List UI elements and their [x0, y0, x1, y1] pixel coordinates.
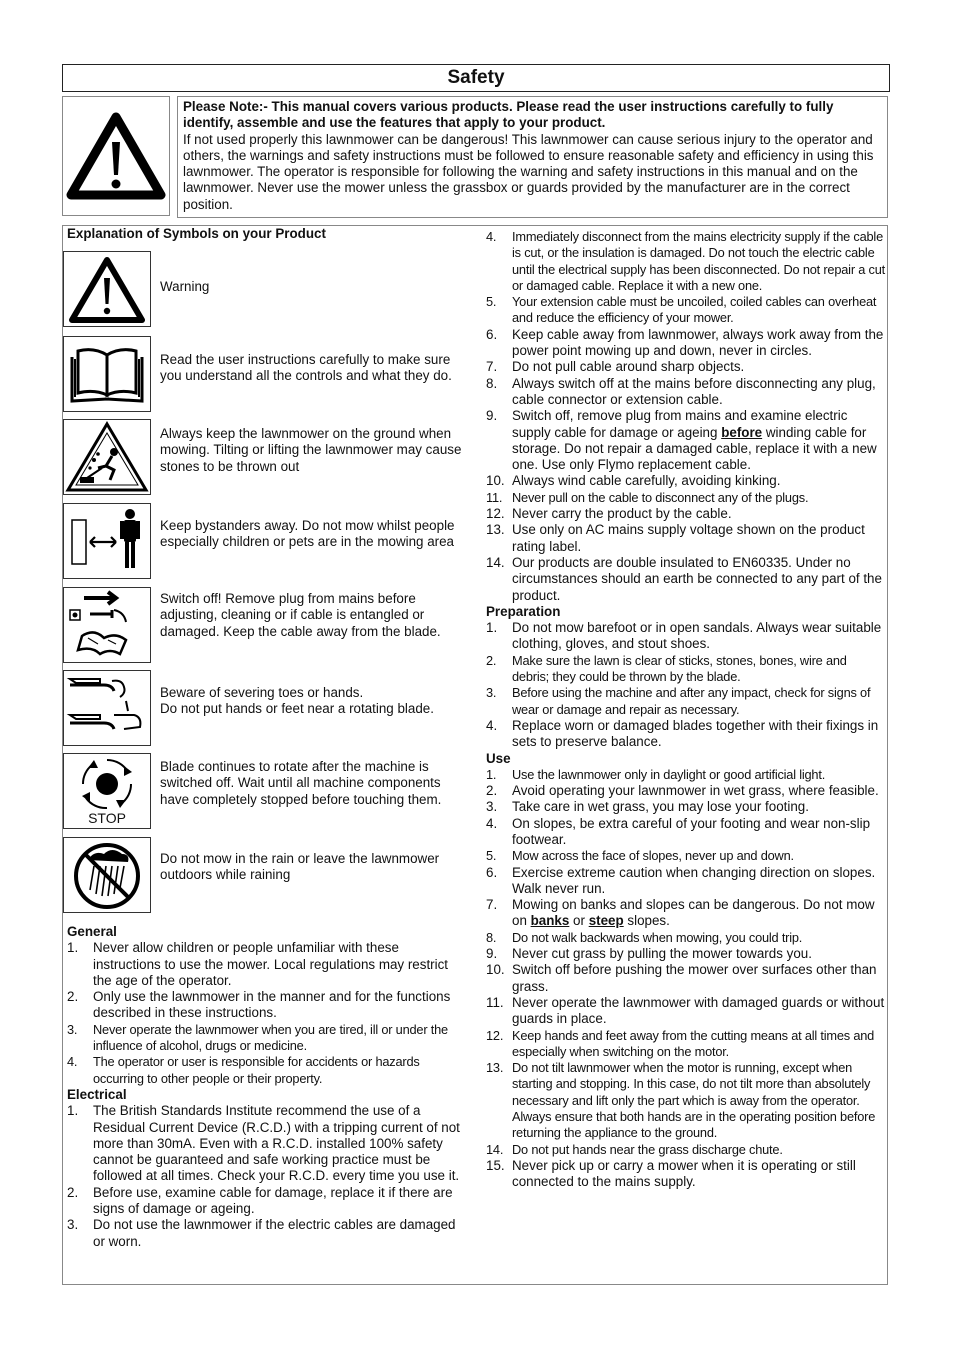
list-item: 13. Do not tilt lawnmower when the motor is running, except when starting and stopping. In this case, do not tilt more than absolutely necessary and lift only the part which is away from the operator. Always ensure that both hands are in the operating position before returning the appliance to the ground. [486, 1060, 876, 1141]
list-item: 11. Never pull on the cable to disconnect any of the plugs. [486, 489, 809, 505]
general-heading: General [67, 924, 117, 939]
symbols-heading: Explanation of Symbols on your Product [67, 226, 326, 241]
open-book-icon [63, 336, 151, 412]
please-note-box [62, 96, 888, 216]
note-bold: Please Note:- This manual covers various products. Please read the user instructions carefully to fully identify, assemble and use the features that apply to your product. [183, 99, 834, 131]
list-item: 1. Use the lawnmower only in daylight or good artificial light. [486, 766, 826, 782]
list-item: 2. Avoid operating your lawnmower in wet grass, where feasible. [486, 783, 879, 799]
list-item: 14. Do not put hands near the grass discharge chute. [486, 1141, 783, 1157]
symbol-description: Do not mow in the rain or leave the lawnmower outdoors while raining [160, 851, 440, 883]
list-item: 6. Exercise extreme caution when changing direction on slopes. Walk never run. [486, 864, 876, 896]
safety-content [62, 225, 888, 1285]
preparation-list [486, 620, 886, 750]
list-item: 1. Never allow children or people unfamiliar with these instructions to use the mower. Local regulations may restrict the age of the operator. [67, 940, 449, 988]
warning-triangle-icon [63, 251, 151, 327]
list-item: 10. Always wind cable carefully, avoiding kinking. [486, 473, 781, 489]
list-item: 2. Make sure the lawn is clear of sticks, stones, bones, wire and debris; they could be thrown by the blade. [486, 652, 847, 685]
general-electrical-section [67, 924, 467, 1250]
symbol-description: Switch off! Remove plug from mains before adjusting, cleaning or if cable is entangled or damaged. Keep the cable away from the blade. [160, 591, 441, 639]
warning-triangle-icon [62, 96, 170, 216]
symbol-description: Read the user instructions carefully to make sure you understand all the controls and what they do. [160, 352, 452, 384]
symbol-description: Beware of severing toes or hands. Do not put hands or feet near a rotating blade. [160, 685, 434, 717]
list-item: 10. Switch off before pushing the mower over surfaces other than grass. [486, 962, 877, 994]
list-item: 2. Before use, examine cable for damage, replace it if there are signs of damage or ageing. [67, 1184, 453, 1217]
list-item: 13. Use only on AC mains supply voltage shown on the product rating label. [486, 522, 865, 554]
note-body: If not used properly this lawnmower can be dangerous! This lawnmower can cause serious injury to the operator and others, the warnings and safety instructions must be followed to ensure reasonable safety and efficiency in using this lawnmower. The operator is responsible for following the warning and safety instructions in this manual and on the lawnmower. Never use the mower unless the grassbox or guards provided by the manufacturer are in the correct position. [183, 131, 874, 212]
list-item: 3. Never operate the lawnmower when you are tired, ill or under the influence of alcohol, drugs or medicine. [67, 1021, 448, 1054]
list-item: 3. Take care in wet grass, you may lose your footing. [486, 799, 809, 815]
list-item: 6. Keep cable away from lawnmower, always work away from the power point mowing up and down, never in circles. [486, 326, 884, 359]
page-title-box [62, 64, 890, 92]
list-item: 1. The British Standards Institute recommend the use of a Residual Current Device (R.C.D.) with a tripping current of not more than 30mA. Even with a R.C.D. installed 100% safety cannot be guaranteed and safe working practice must be followed at all times. Check your R.C.D. every time you use it. [67, 1103, 460, 1184]
list-item: 12. Never carry the product by the cable. [486, 506, 732, 522]
list-item: 4. On slopes, be extra careful of your footing and wear non-slip footwear. [486, 815, 871, 847]
list-item: 15. Never pick up or carry a mower when it is operating or still connected to the mains supply. [486, 1157, 856, 1190]
stop-label: STOP [88, 810, 126, 826]
list-item: 1. Do not mow barefoot or in open sandals. Always wear suitable clothing, gloves, and stout shoes. [486, 620, 882, 652]
list-item: 3. Do not use the lawnmower if the electric cables are damaged or worn. [67, 1217, 456, 1249]
electrical-heading: Electrical [67, 1086, 127, 1102]
page-title: Safety [447, 67, 505, 88]
list-item: 11. Never operate the lawnmower with damaged guards or without guards in place. [486, 994, 885, 1027]
use-heading: Use [486, 750, 511, 766]
general-list [67, 940, 467, 1087]
no-rain-icon [63, 837, 151, 913]
list-item: 14. Our products are double insulated to EN60335. Under no circumstances should an earth be connected to any part of the product. [486, 554, 882, 603]
please-note-text [177, 96, 888, 218]
list-item: 7. Do not pull cable around sharp objects. [486, 359, 745, 375]
symbol-description: Keep bystanders away. Do not mow whilst people especially children or pets are in the mowing area [160, 518, 455, 550]
list-item: 2. Only use the lawnmower in the manner and for the functions described in these instructions. [67, 989, 451, 1021]
list-item: 8. Do not walk backwards when mowing, you could trip. [486, 929, 803, 945]
list-item: 8. Always switch off at the mains before disconnecting any plug, cable connector or extension cable. [486, 375, 876, 407]
right-column [486, 229, 886, 1191]
bystanders-icon [63, 503, 151, 579]
unplug-icon [63, 587, 151, 663]
list-item: 4. The operator or user is responsible for accidents or hazards occurring to other people or their property. [67, 1054, 420, 1086]
use-list [486, 767, 886, 1191]
list-item: 3. Before using the machine and after any impact, check for signs of wear or damage and repair as necessary. [486, 685, 871, 717]
list-item: 5. Your extension cable must be uncoiled, coiled cables can overheat and reduce the efficiency of your mower. [486, 294, 877, 326]
list-item: 9. Never cut grass by pulling the mower towards you. [486, 946, 812, 962]
symbol-description: Blade continues to rotate after the machine is switched off. Wait until all machine components have completely stopped before touching them. [160, 759, 442, 807]
rotating-blade-stop-icon [63, 753, 151, 829]
symbol-description: Warning [160, 279, 210, 294]
flying-stones-icon [63, 419, 151, 495]
electrical-list [67, 1103, 467, 1250]
list-item: 9. Switch off, remove plug from mains and examine electric supply cable for damage or ageing before winding cable for storage. Do not repair a damaged cable, replace it with a new one. Use only Flymo replacement cable. [486, 408, 877, 473]
preparation-heading: Preparation [486, 603, 561, 619]
list-item: 4. Replace worn or damaged blades together with their fixings in sets to preserve balance. [486, 717, 879, 750]
list-item: 12. Keep hands and feet away from the cutting means at all times and especially when switching on the motor. [486, 1027, 875, 1059]
list-item: 4. Immediately disconnect from the mains electricity supply if the cable is cut, or the insulation is damaged. Do not touch the electric cable until the electrical supply has been disconnected. Do not repair a cut or damaged cable. Replace it with a new one. [486, 229, 885, 293]
electrical-list-continued [486, 229, 886, 604]
symbol-description: Always keep the lawnmower on the ground when mowing. Tilting or lifting the lawnmower may cause stones to be thrown out [160, 426, 462, 474]
severing-hands-feet-icon [63, 670, 151, 746]
list-item: 5. Mow across the face of slopes, never up and down. [486, 848, 794, 864]
list-item: 7. Mowing on banks and slopes can be dangerous. Do not mow on banks or steep slopes. [486, 897, 875, 929]
